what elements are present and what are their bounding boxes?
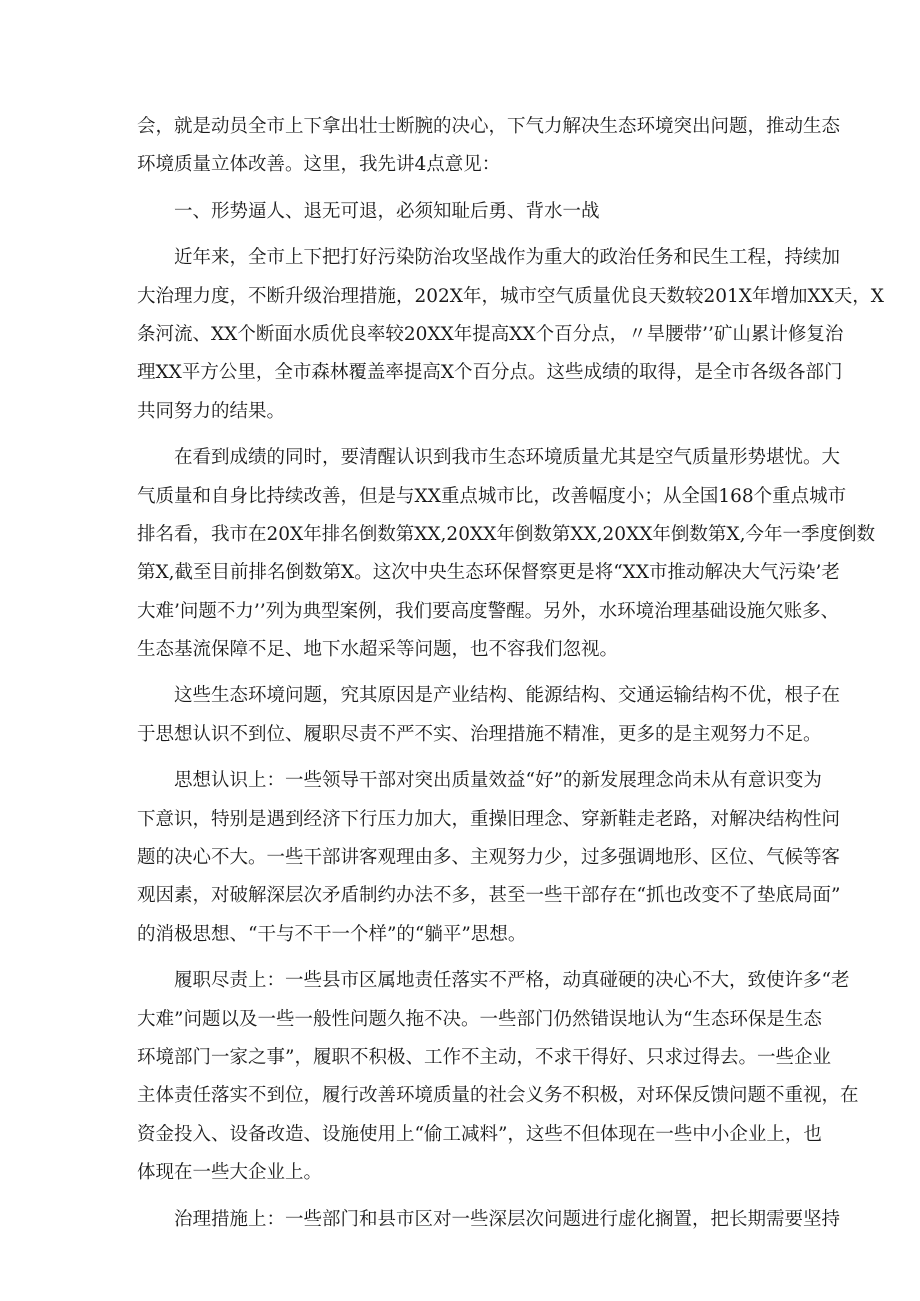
text-line: 环境质量立体改善。这里，我先讲4点意见： bbox=[137, 154, 501, 176]
text-line: 下意识，特别是遇到经济下行压力加大，重操旧理念、穿新鞋走老路，对解决结构性问 bbox=[137, 808, 841, 830]
paragraph-root-causes bbox=[137, 677, 841, 754]
text-line: 会，就是动员全市上下拿出壮士断腕的决心，下气力解决生态环境突出问题，推动生态 bbox=[137, 116, 841, 137]
text-line: 条河流、XX个断面水质优良率较20XX年提高XX个百分点，〃旱腰带’’矿山累计修复治 bbox=[137, 323, 844, 345]
paragraph-thinking bbox=[137, 762, 841, 954]
paragraph-achievements bbox=[137, 239, 884, 431]
text-line: 主体责任落实不到位，履行改善环境质量的社会义务不积极，对环保反馈问题不重视，在 bbox=[137, 1085, 859, 1107]
text-line: 体现在一些大企业上。 bbox=[137, 1162, 323, 1184]
text-line: 题的决心不大。一些干部讲客观理由多、主观努力少，过多强调地形、区位、气候等客 bbox=[137, 847, 841, 869]
text-line: 思想认识上：一些领导干部对突出质量效益“好”的新发展理念尚未从有意识变为 bbox=[137, 770, 822, 792]
document-body bbox=[137, 108, 884, 1239]
heading-line: 一、形势逼人、退无可退，必须知耻后勇、背水一战 bbox=[137, 200, 600, 222]
text-line: 履职尽责上：一些县市区属地责任落实不严格，动真碰硬的决心不大，致使许多“老 bbox=[137, 970, 850, 992]
text-line: 大难”问题以及一些一般性问题久拖不决。一些部门仍然错误地认为“生态环保是生态 bbox=[137, 1008, 822, 1030]
text-line: 排名看，我市在20X年排名倒数第XX,20XX年倒数第XX,20XX年倒数第X,今年一季度倒数 bbox=[137, 523, 875, 545]
text-line: 大难’问题不力’’列为典型案例，我们要高度警醒。另外，水环境治理基础设施欠账多、 bbox=[137, 600, 840, 622]
section-heading-1 bbox=[137, 193, 785, 231]
paragraph-measures bbox=[137, 1201, 841, 1239]
text-line: 环境部门一家之事”，履职不积极、工作不主动，不求干得好、只求过得去。一些企业 bbox=[137, 1046, 831, 1068]
text-line: 大治理力度，不断升级治理措施，202X年，城市空气质量优良天数较201X年增加XX天，X bbox=[137, 285, 884, 307]
paragraph-duties bbox=[137, 962, 859, 1192]
text-line: 共同努力的结果。 bbox=[137, 400, 286, 422]
text-line: 资金投入、设备改造、设施使用上“偷工减料”，这些不但体现在一些中小企业上，也 bbox=[137, 1123, 822, 1145]
text-line: 理XX平方公里，全市森林覆盖率提高X个百分点。这些成绩的取得，是全市各级各部门 bbox=[137, 362, 843, 384]
text-line: 这些生态环境问题，究其原因是产业结构、能源结构、交通运输结构不优，根子在 bbox=[137, 685, 841, 707]
text-line: 生态基流保障不足、地下水超采等问题，也不容我们忽视。 bbox=[137, 639, 619, 661]
text-line: 治理措施上：一些部门和县市区对一些深层次问题进行虚化搁置，把长期需要坚持 bbox=[137, 1208, 841, 1230]
paragraph-air-quality bbox=[137, 439, 875, 669]
paragraph-intro-continued bbox=[137, 108, 841, 185]
text-line: 第X,截至目前排名倒数第X。这次中央生态环保督察更是将“XX市推动解决大气污染’老 bbox=[137, 562, 840, 584]
text-line: 观因素，对破解深层次矛盾制约办法不多，甚至一些干部存在“抓也改变不了垫底局面” bbox=[137, 885, 841, 907]
text-line: 于思想认识不到位、履职尽责不严不实、治理措施不精准，更多的是主观努力不足。 bbox=[137, 723, 822, 745]
text-line: 近年来，全市上下把打好污染防治攻坚战作为重大的政治任务和民生工程，持续加 bbox=[137, 247, 841, 269]
text-line: 的消极思想、“干与不干一个样”的“躺平”思想。 bbox=[137, 923, 527, 945]
text-line: 在看到成绩的同时，要清醒认识到我市生态环境质量尤其是空气质量形势堪忧。大 bbox=[137, 447, 841, 469]
text-line: 气质量和自身比持续改善，但是与XX重点城市比，改善幅度小；从全国168个重点城市 bbox=[137, 485, 847, 507]
